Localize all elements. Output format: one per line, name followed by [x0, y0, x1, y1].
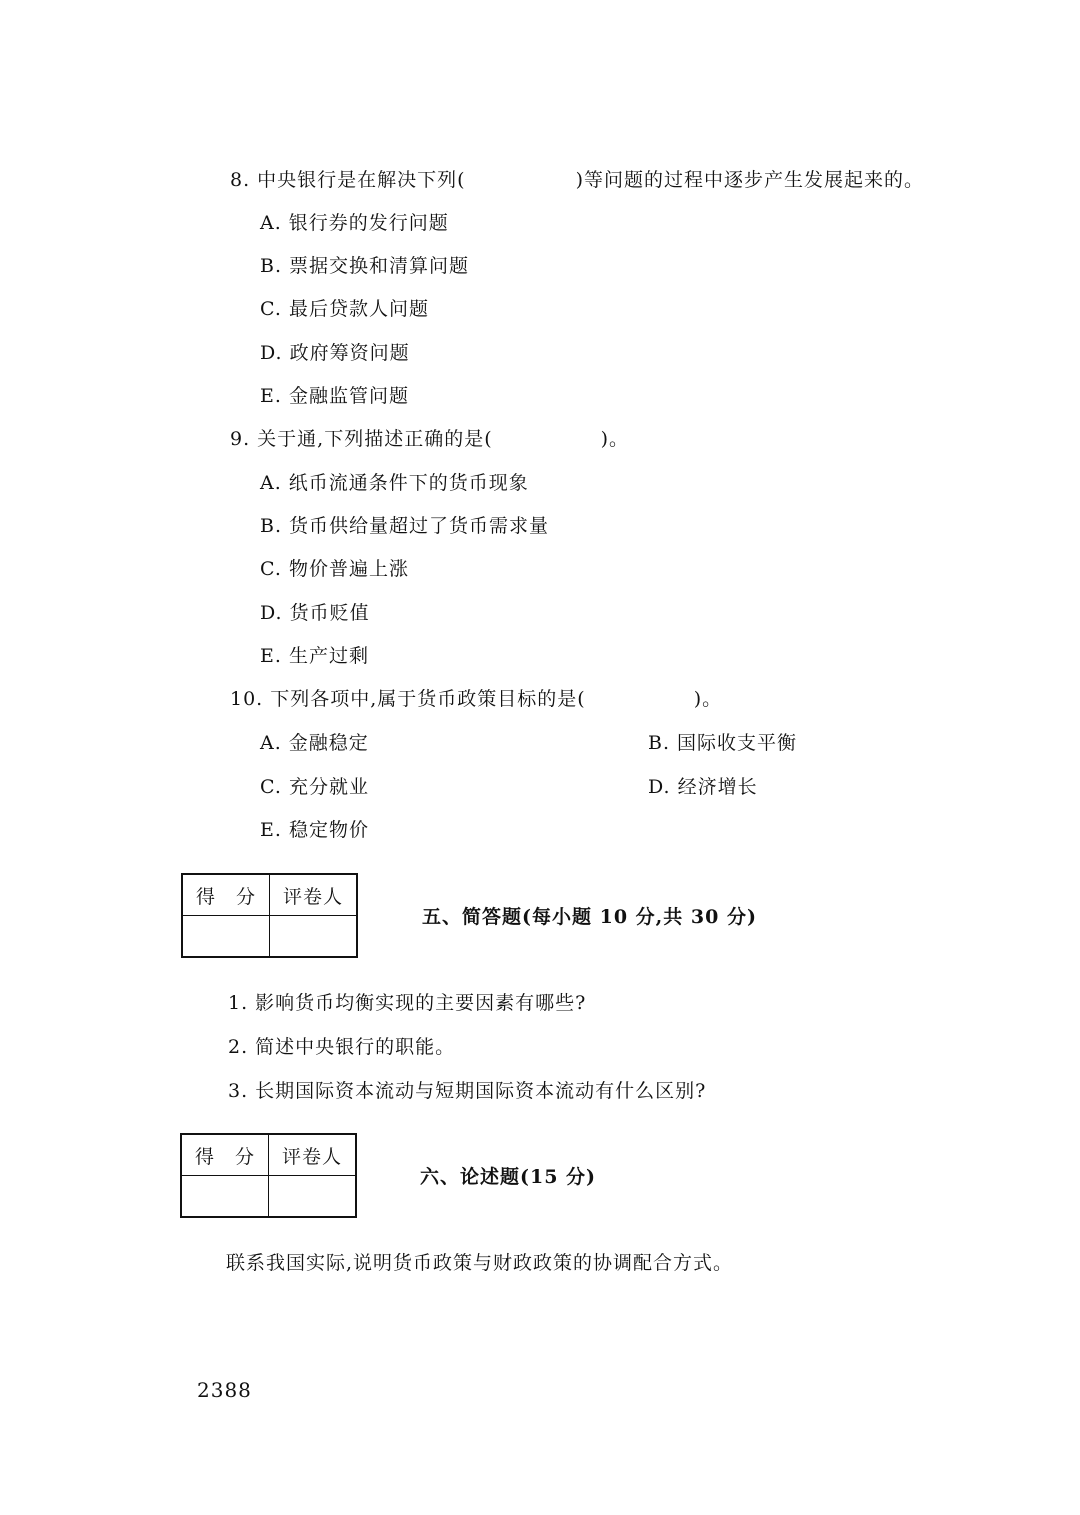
score-table-section-5 [181, 873, 358, 958]
question-10-stem-end: )。 [693, 688, 723, 710]
score-label: 得 分 [182, 874, 270, 916]
section-6-question: 联系我国实际,说明货币政策与财政政策的协调配合方式。 [226, 1252, 734, 1274]
score-table-section-6 [180, 1133, 357, 1218]
grader-label: 评卷人 [270, 874, 358, 916]
q8-option-c: C. 最后贷款人问题 [260, 298, 429, 320]
q10-option-b: B. 国际收支平衡 [648, 732, 798, 754]
question-8-stem-end: )等问题的过程中逐步产生发展起来的。 [575, 169, 925, 191]
question-9-stem: 9. 关于通,下列描述正确的是( [230, 428, 493, 450]
question-8-stem: 8. 中央银行是在解决下列( [230, 169, 466, 191]
grader-label: 评卷人 [269, 1134, 357, 1176]
q9-option-d: D. 货币贬值 [260, 602, 370, 624]
section-6-title: 六、论述题(15 分) [420, 1166, 597, 1188]
q8-option-e: E. 金融监管问题 [260, 385, 409, 407]
q10-option-d: D. 经济增长 [648, 776, 758, 798]
score-cell [181, 1176, 269, 1218]
question-9-stem-end: )。 [600, 428, 630, 450]
q9-option-a: A. 纸币流通条件下的货币现象 [260, 472, 529, 494]
question-8 [230, 168, 924, 192]
score-label: 得 分 [181, 1134, 269, 1176]
section-5-question-2: 2. 简述中央银行的职能。 [228, 1036, 456, 1058]
question-9 [230, 427, 629, 451]
q10-option-e: E. 稳定物价 [260, 819, 369, 841]
q9-option-c: C. 物价普遍上涨 [260, 558, 409, 580]
section-5-question-1: 1. 影响货币均衡实现的主要因素有哪些? [228, 992, 587, 1014]
page-number: 2388 [197, 1378, 252, 1402]
score-cell [182, 916, 270, 958]
q9-option-b: B. 货币供给量超过了货币需求量 [260, 515, 550, 537]
grader-cell [270, 916, 358, 958]
q10-option-c: C. 充分就业 [260, 776, 369, 798]
section-5-question-3: 3. 长期国际资本流动与短期国际资本流动有什么区别? [228, 1080, 707, 1102]
q10-option-a: A. 金融稳定 [260, 732, 369, 754]
question-10-stem: 10. 下列各项中,属于货币政策目标的是( [230, 688, 586, 710]
grader-cell [269, 1176, 357, 1218]
q8-option-b: B. 票据交换和清算问题 [260, 255, 470, 277]
section-5-title: 五、简答题(每小题 10 分,共 30 分) [422, 906, 757, 928]
q8-option-a: A. 银行券的发行问题 [260, 212, 449, 234]
question-10 [230, 687, 722, 711]
q9-option-e: E. 生产过剩 [260, 645, 369, 667]
q8-option-d: D. 政府筹资问题 [260, 342, 410, 364]
